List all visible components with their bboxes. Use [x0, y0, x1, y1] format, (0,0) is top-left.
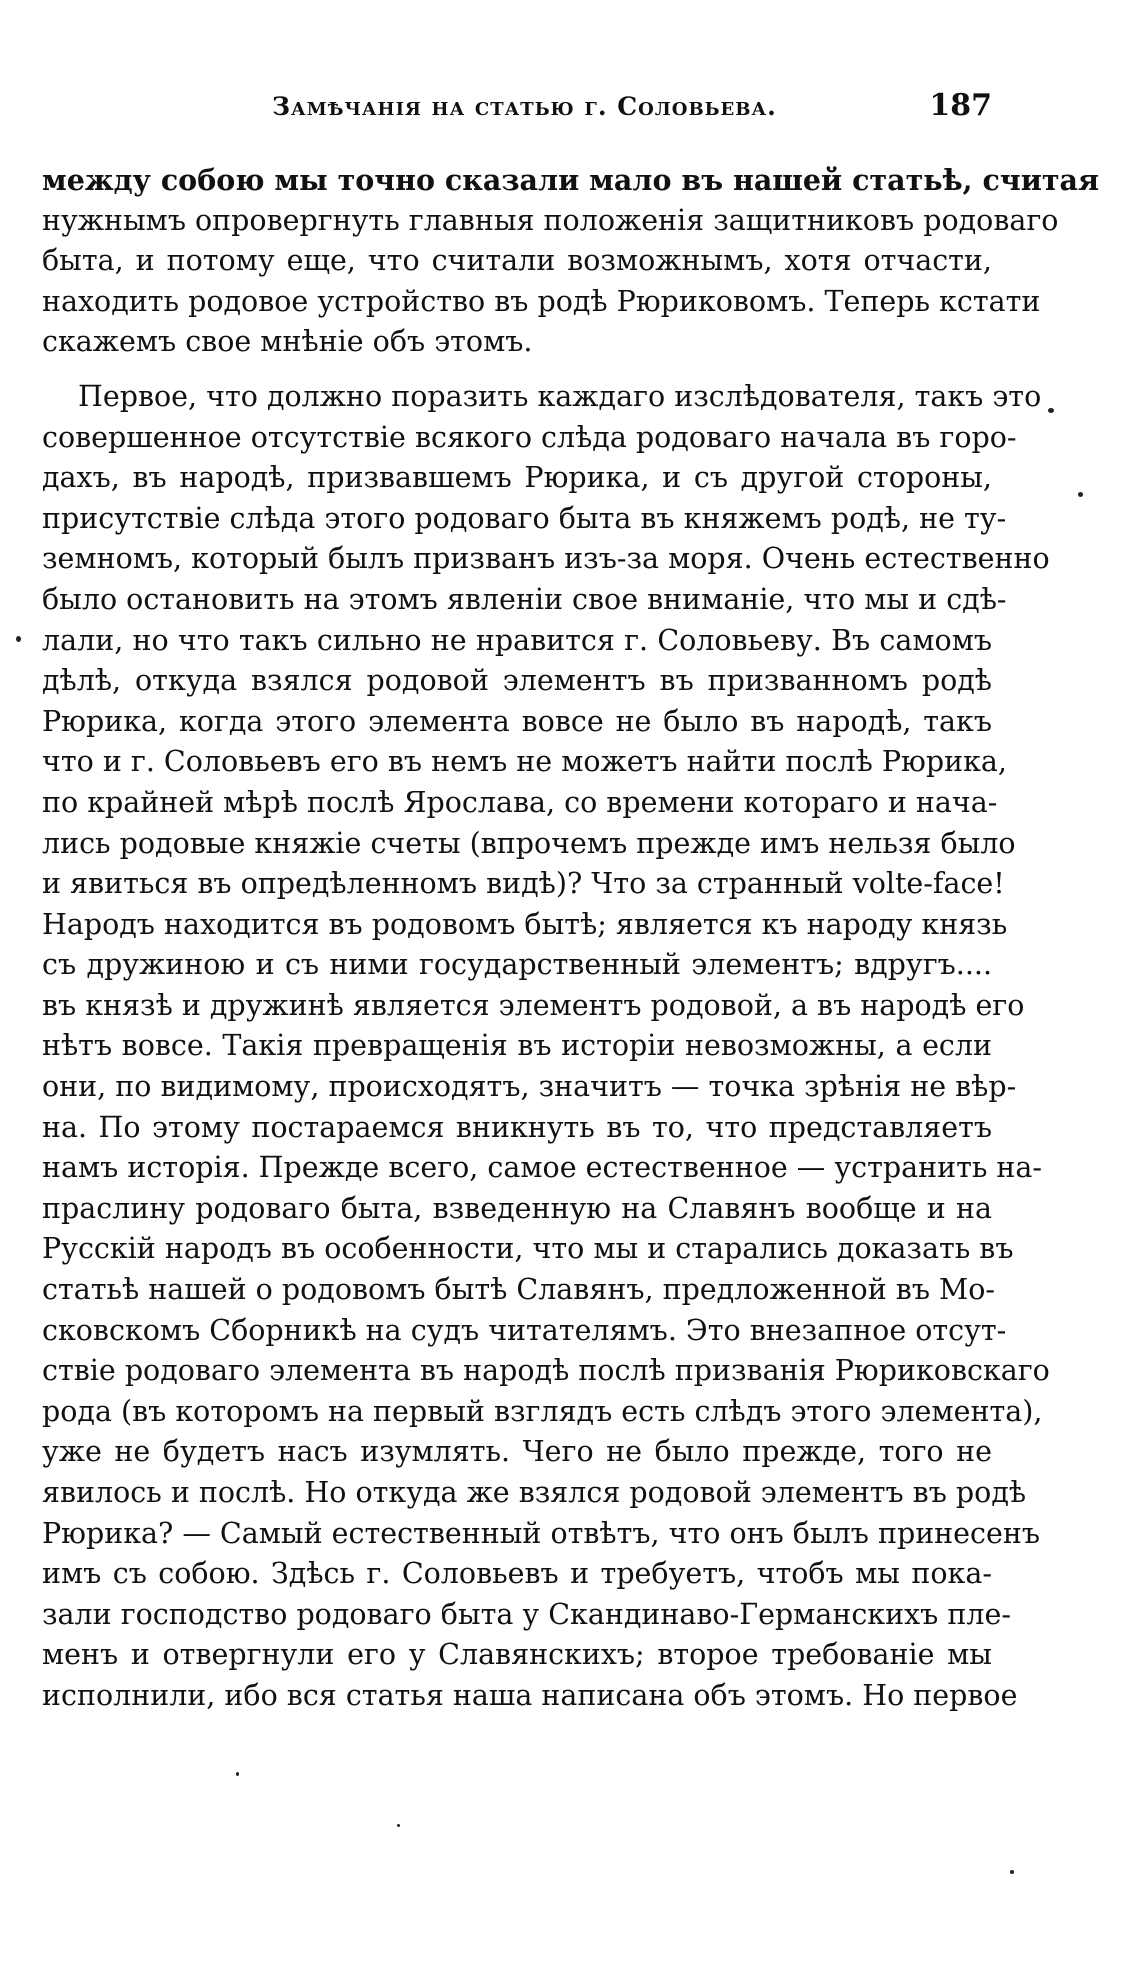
scan-speck: [16, 636, 21, 642]
text-line: исполнили, ибо вся статья наша написана объ этомъ. Но первое: [42, 1678, 1018, 1712]
text-line: ствіе родоваго элемента въ народѣ послѣ призванія Рюриковскаго: [42, 1354, 1050, 1388]
text-line: менъ и отвергнули его у Славянскихъ; второе требованіе мы: [42, 1638, 992, 1672]
text-line: земномъ, который былъ призванъ изъ-за моря. Очень естественно: [42, 542, 1050, 576]
text-line: имъ съ собою. Здѣсь г. Соловьевъ и требуетъ, чтобъ мы пока-: [42, 1557, 992, 1591]
text-line: было остановить на этомъ явленіи свое вниманіе, что мы и сдѣ-: [42, 582, 1007, 616]
text-line: Рюрика? — Самый естественный отвѣтъ, что онъ былъ принесенъ: [42, 1516, 1041, 1550]
text-line: намъ исторія. Прежде всего, самое естественное — устранить на-: [42, 1151, 1043, 1185]
text-line: рода (въ которомъ на первый взглядъ есть слѣдъ этого элемента),: [42, 1394, 1043, 1428]
text-line: находить родовое устройство въ родѣ Рюриковомъ. Теперь кстати: [42, 284, 1041, 318]
text-line: дѣлѣ, откуда взялся родовой элементъ въ призванномъ родѣ: [42, 664, 992, 698]
text-line: сковскомъ Сборникѣ на судъ читателямъ. Это внезапное отсут-: [42, 1313, 1007, 1347]
text-line: Первое, что должно поразить каждаго изслѣдователя, такъ это: [78, 379, 1042, 413]
text-line: между собою мы точно сказали мало въ нашей статьѣ, считая: [42, 163, 1100, 197]
text-line: скажемъ свое мнѣніе объ этомъ.: [42, 325, 533, 359]
scan-speck: [1010, 1870, 1014, 1874]
text-line: нѣтъ вовсе. Такія превращенія въ исторіи невозможны, а если: [42, 1029, 992, 1063]
text-line: лали, но что такъ сильно не нравится г. Соловьеву. Въ самомъ: [42, 623, 992, 657]
text-line: уже не будетъ насъ изумлять. Чего не было прежде, того не: [42, 1435, 992, 1469]
scan-speck: [236, 1772, 239, 1776]
text-line: что и г. Соловьевъ его въ немъ не можетъ найти послѣ Рюрика,: [42, 745, 1007, 779]
text-line: въ князѣ и дружинѣ является элементъ родовой, а въ народѣ его: [42, 988, 1025, 1022]
text-line: они, по видимому, происходятъ, значитъ — точка зрѣнія не вѣр-: [42, 1070, 1017, 1104]
text-line: и явиться въ опредѣленномъ видѣ)? Что за странный volte-face!: [42, 867, 1005, 901]
text-line: быта, и потому еще, что считали возможнымъ, хотя отчасти,: [42, 244, 992, 278]
text-line: лись родовые княжіе счеты (впрочемъ прежде имъ нельзя было: [42, 826, 1016, 860]
text-line: съ дружиною и съ ними государственный элементъ; вдругъ....: [42, 948, 992, 982]
text-line: совершенное отсутствіе всякого слѣда родоваго начала въ горо-: [42, 420, 1017, 454]
text-line: присутствіе слѣда этого родоваго быта въ княжемъ родѣ, не ту-: [42, 501, 1007, 535]
page-number: 187: [929, 88, 992, 123]
text-line: явилось и послѣ. Но откуда же взялся родовой элементъ въ родѣ: [42, 1476, 1027, 1509]
body-text: [42, 160, 1100, 1717]
text-line: статьѣ нашей о родовомъ бытѣ Славянъ, предложенной въ Мо-: [42, 1273, 995, 1307]
scan-speck: [397, 1824, 400, 1827]
text-line: на. По этому постараемся вникнуть въ то, что представляетъ: [42, 1110, 992, 1144]
paragraph-2: [42, 377, 1050, 1717]
text-line: дахъ, въ народѣ, призвавшемъ Рюрика, и съ другой стороны,: [42, 461, 992, 495]
text-line: по крайней мѣрѣ послѣ Ярослава, со времени котораго и нача-: [42, 785, 998, 819]
text-line: Русскій народъ въ особенности, что мы и старались доказать въ: [42, 1232, 1014, 1266]
scan-speck: [1048, 408, 1054, 413]
paragraph-1: [42, 160, 1100, 363]
text-line: зали господство родоваго быта у Скандинаво-Германскихъ пле-: [42, 1597, 1011, 1631]
page-header: [42, 88, 992, 132]
text-line: Народъ находится въ родовомъ бытѣ; является къ народу князь: [42, 907, 1008, 941]
text-line: Рюрика, когда этого элемента вовсе не было въ народѣ, такъ: [42, 704, 992, 738]
text-line: праслину родоваго быта, взведенную на Славянъ вообще и на: [42, 1191, 992, 1225]
text-line: нужнымъ опровергнуть главныя положенія защитниковъ родоваго: [42, 203, 1059, 237]
scan-speck: [1078, 492, 1083, 497]
running-title: Замѣчанія на статью г. Соловьева.: [272, 92, 777, 121]
